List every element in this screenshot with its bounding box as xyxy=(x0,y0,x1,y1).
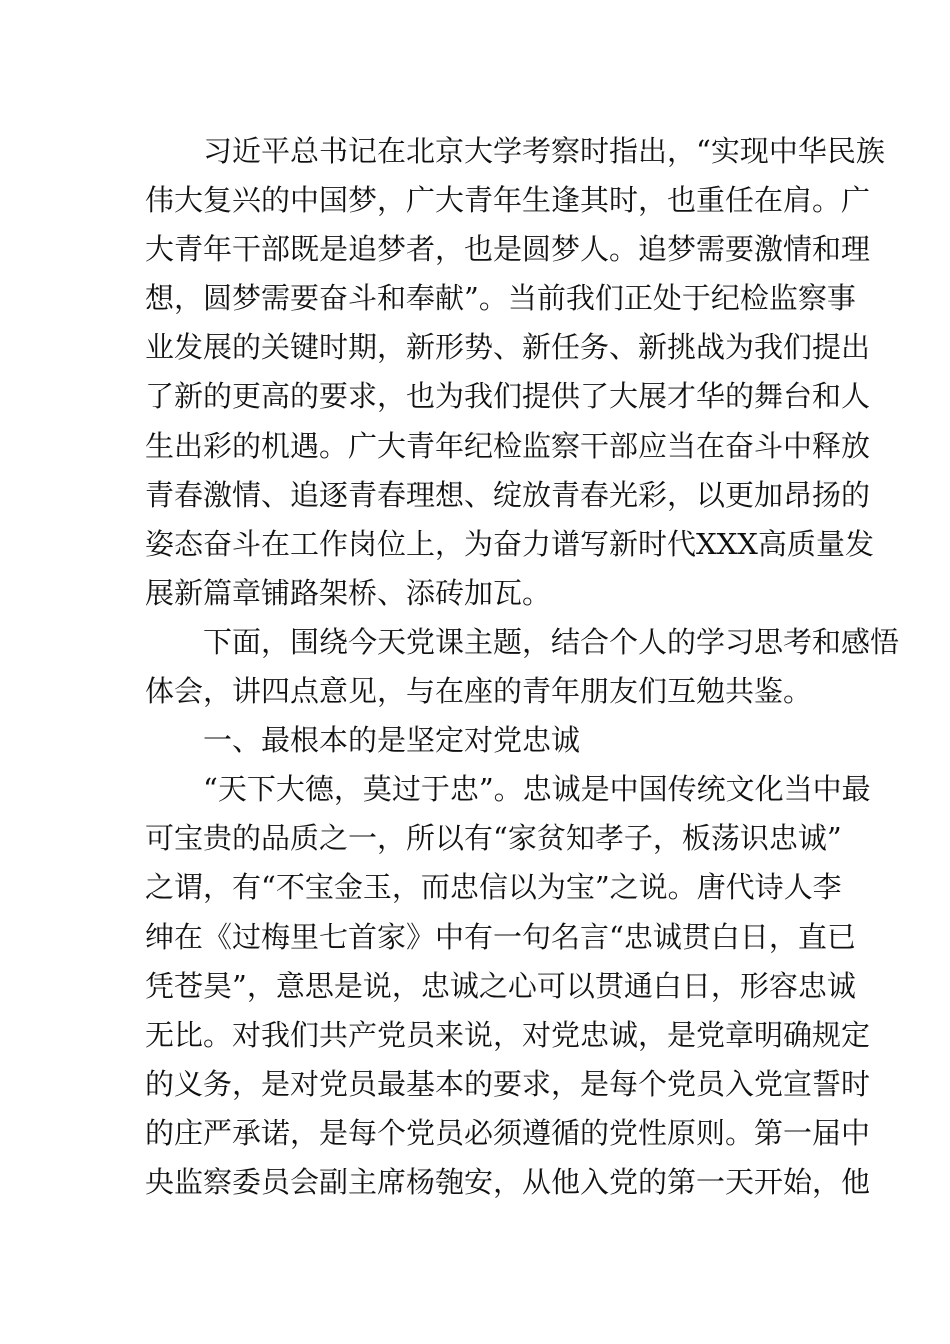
document-body xyxy=(145,127,900,1207)
paragraph-intro xyxy=(145,127,885,618)
text-line: 青春激情、追逐青春理想、绽放青春光彩，以更加昂扬的 xyxy=(145,477,871,512)
text-line: 的庄严承诺，是每个党员必须遵循的党性原则。第一届中 xyxy=(145,1115,871,1150)
text-line: “天下大德，莫过于忠”。忠诚是中国传统文化当中最 xyxy=(203,772,871,807)
section-heading xyxy=(145,716,805,765)
text-line: 央监察委员会副主席杨匏安，从他入党的第一天开始，他 xyxy=(145,1164,871,1199)
text-line: 了新的更高的要求，也为我们提供了大展才华的舞台和人 xyxy=(145,379,871,414)
text-line: 姿态奋斗在工作岗位上，为奋力谱写新时代XXX高质量发 xyxy=(145,526,874,561)
text-line: 习近平总书记在北京大学考察时指出，“实现中华民族 xyxy=(203,134,885,168)
text-line: 无比。对我们共产党员来说，对党忠诚，是党章明确规定 xyxy=(145,1017,871,1052)
text-line: 大青年干部既是追梦者，也是圆梦人。追梦需要激情和理 xyxy=(145,232,871,267)
text-line: 展新篇章铺路架桥、添砖加瓦。 xyxy=(145,575,552,610)
text-line: 业发展的关键时期，新形势、新任务、新挑战为我们提出 xyxy=(145,330,871,365)
paragraph-loyalty xyxy=(145,765,871,1207)
text-line: 想，圆梦需要奋斗和奉献”。当前我们正处于纪检监察事 xyxy=(145,281,856,316)
text-line: 之谓，有“不宝金玉，而忠信以为宝”之说。唐代诗人李 xyxy=(145,870,842,905)
text-line: 可宝贵的品质之一，所以有“家贫知孝子，板荡识忠诚” xyxy=(145,821,842,856)
text-line: 体会，讲四点意见，与在座的青年朋友们互勉共鉴。 xyxy=(145,674,813,709)
text-line: 生出彩的机遇。广大青年纪检监察干部应当在奋斗中释放 xyxy=(145,428,871,463)
text-line: 绅在《过梅里七首家》中有一句名言“忠诚贯白日，直已 xyxy=(145,919,856,954)
paragraph-outline xyxy=(145,618,900,716)
text-line: 下面，围绕今天党课主题，结合个人的学习思考和感悟 xyxy=(203,624,900,659)
text-line: 伟大复兴的中国梦，广大青年生逢其时，也重任在肩。广 xyxy=(145,183,871,218)
section-heading-text: 一、最根本的是坚定对党忠诚 xyxy=(203,723,581,758)
text-line: 凭苍昊”，意思是说，忠诚之心可以贯通白日，形容忠诚 xyxy=(145,968,856,1003)
text-line: 的义务，是对党员最基本的要求，是每个党员入党宣誓时 xyxy=(145,1066,871,1101)
